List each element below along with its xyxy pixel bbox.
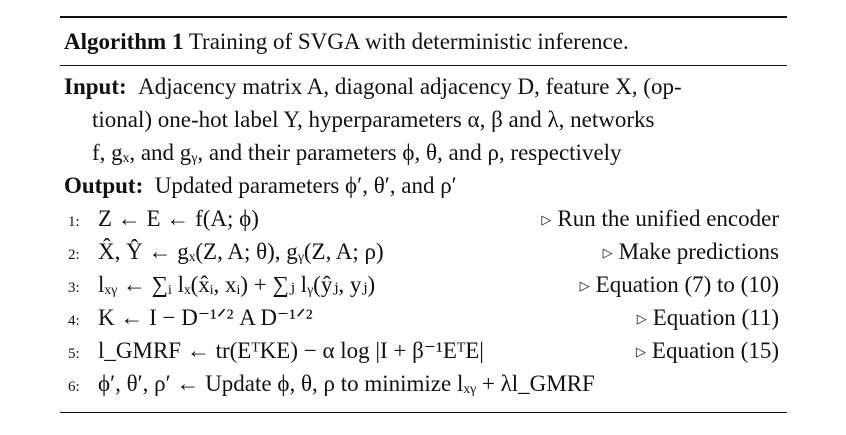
output-label: Output: [64, 173, 144, 198]
comment-triangle-icon: ▷ [541, 212, 552, 227]
step-comment-text: Equation (7) to (10) [595, 272, 779, 297]
step-1 [64, 202, 787, 235]
step-6 [64, 367, 787, 400]
step-3 [64, 268, 787, 301]
step-number: 4: [68, 313, 80, 329]
step-number: 2: [68, 247, 80, 263]
step-number: 3: [68, 280, 80, 296]
step-statement: K ← I − D⁻¹ᐟ² A D⁻¹ᐟ² [98, 305, 313, 330]
step-comment [603, 235, 779, 271]
step-comment-text: Equation (11) [652, 305, 779, 330]
algorithm-box [60, 16, 787, 413]
step-number: 6: [68, 379, 80, 395]
comment-triangle-icon: ▷ [635, 344, 646, 359]
step-number: 5: [68, 346, 80, 362]
step-comment-text: Make predictions [618, 239, 779, 264]
input-line-2: f, gₓ, and gᵧ, and their parameters ϕ, θ, and ρ, respectively [92, 140, 622, 165]
step-statement: l_GMRF ← tr(EᵀKE) − α log |I + β⁻¹EᵀE| [98, 338, 484, 363]
step-comment-text: Run the unified encoder [557, 206, 779, 231]
comment-triangle-icon: ▷ [602, 245, 613, 260]
input-line-0 [64, 70, 787, 103]
comment-triangle-icon: ▷ [636, 311, 647, 326]
input-label: Input: [64, 74, 127, 99]
input-line-1: tional) one-hot label Y, hyperparameters α, β and λ, networks [92, 107, 655, 132]
step-comment [541, 202, 779, 238]
algorithm-body [60, 66, 787, 412]
algorithm-caption [60, 18, 787, 65]
step-5 [64, 334, 787, 367]
step-comment [580, 268, 779, 304]
comment-triangle-icon: ▷ [579, 278, 590, 293]
step-comment [636, 334, 779, 370]
algorithm-label: Algorithm 1 [64, 29, 184, 54]
step-statement: X̂, Ŷ ← gₓ(Z, A; θ), gᵧ(Z, A; ρ) [98, 239, 384, 264]
algorithm-title: Training of SVGA with deterministic inference. [188, 29, 629, 54]
step-statement: Z ← E ← f(A; ϕ) [98, 206, 259, 231]
output-block [64, 169, 787, 202]
step-2 [64, 235, 787, 268]
step-statement: lₓᵧ ← ∑ᵢ lₓ(x̂ᵢ, xᵢ) + ∑ⱼ lᵧ(ŷⱼ, yⱼ) [98, 272, 376, 297]
step-comment [637, 301, 779, 337]
output-text: Updated parameters ϕ′, θ′, and ρ′ [154, 173, 457, 198]
step-number: 1: [68, 214, 80, 230]
input-block [64, 70, 787, 169]
step-4 [64, 301, 787, 334]
bottom-rule [60, 412, 787, 413]
step-comment-text: Equation (15) [651, 338, 779, 363]
step-statement: ϕ′, θ′, ρ′ ← Update ϕ, θ, ρ to minimize lₓᵧ + λl_GMRF [98, 371, 595, 396]
input-text-0: Adjacency matrix A, diagonal adjacency D, feature X, (op- [138, 74, 682, 99]
